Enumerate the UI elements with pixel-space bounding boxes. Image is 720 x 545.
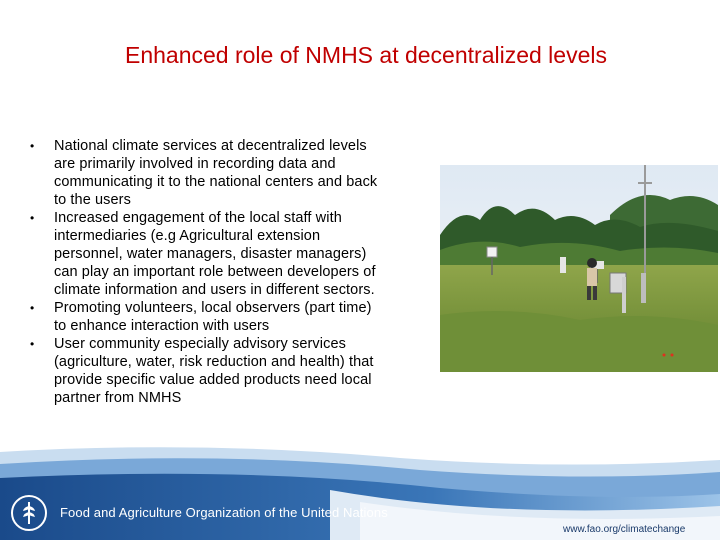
bullet-line: personnel, water managers, disaster managers): [54, 246, 367, 262]
fao-logo-icon: [10, 494, 48, 532]
bullet-line: (agriculture, water, risk reduction and health) that: [54, 354, 374, 370]
bullet-line: Increased engagement of the local staff with: [54, 210, 342, 226]
bullet-list: [24, 137, 424, 407]
bullet-line: communicating it to the national centers and back: [54, 174, 378, 190]
bullet-line: are primarily involved in recording data and: [54, 156, 336, 172]
bullet-line: climate information and users in different sectors.: [54, 282, 375, 298]
bullet-item: [24, 299, 424, 335]
footer-organization-name: Food and Agriculture Organization of the United Nations: [60, 505, 388, 520]
bullet-marker: •: [30, 211, 35, 225]
bullet-line: intermediaries (e.g Agricultural extension: [54, 228, 321, 244]
bullet-item: [24, 209, 424, 299]
bullet-line: to the users: [54, 192, 131, 208]
bullet-line: partner from NMHS: [54, 390, 182, 406]
bullet-line: provide specific value added products need local: [54, 372, 372, 388]
bullet-marker: •: [30, 301, 35, 315]
bullet-marker: •: [30, 337, 35, 351]
bullet-line: National climate services at decentralized levels: [54, 138, 367, 154]
bullet-item: [24, 137, 424, 209]
footer-url[interactable]: www.fao.org/climatechange: [563, 524, 686, 535]
bullet-marker: •: [30, 139, 35, 153]
bullet-line: can play an important role between developers of: [54, 264, 376, 280]
bullet-line: Promoting volunteers, local observers (part time): [54, 300, 372, 316]
bullet-line: User community especially advisory services: [54, 336, 346, 352]
bullet-line: to enhance interaction with users: [54, 318, 270, 334]
bullet-item: [24, 335, 424, 407]
weather-station-photo: [440, 165, 718, 372]
slide-title: Enhanced role of NMHS at decentralized levels: [125, 42, 607, 68]
